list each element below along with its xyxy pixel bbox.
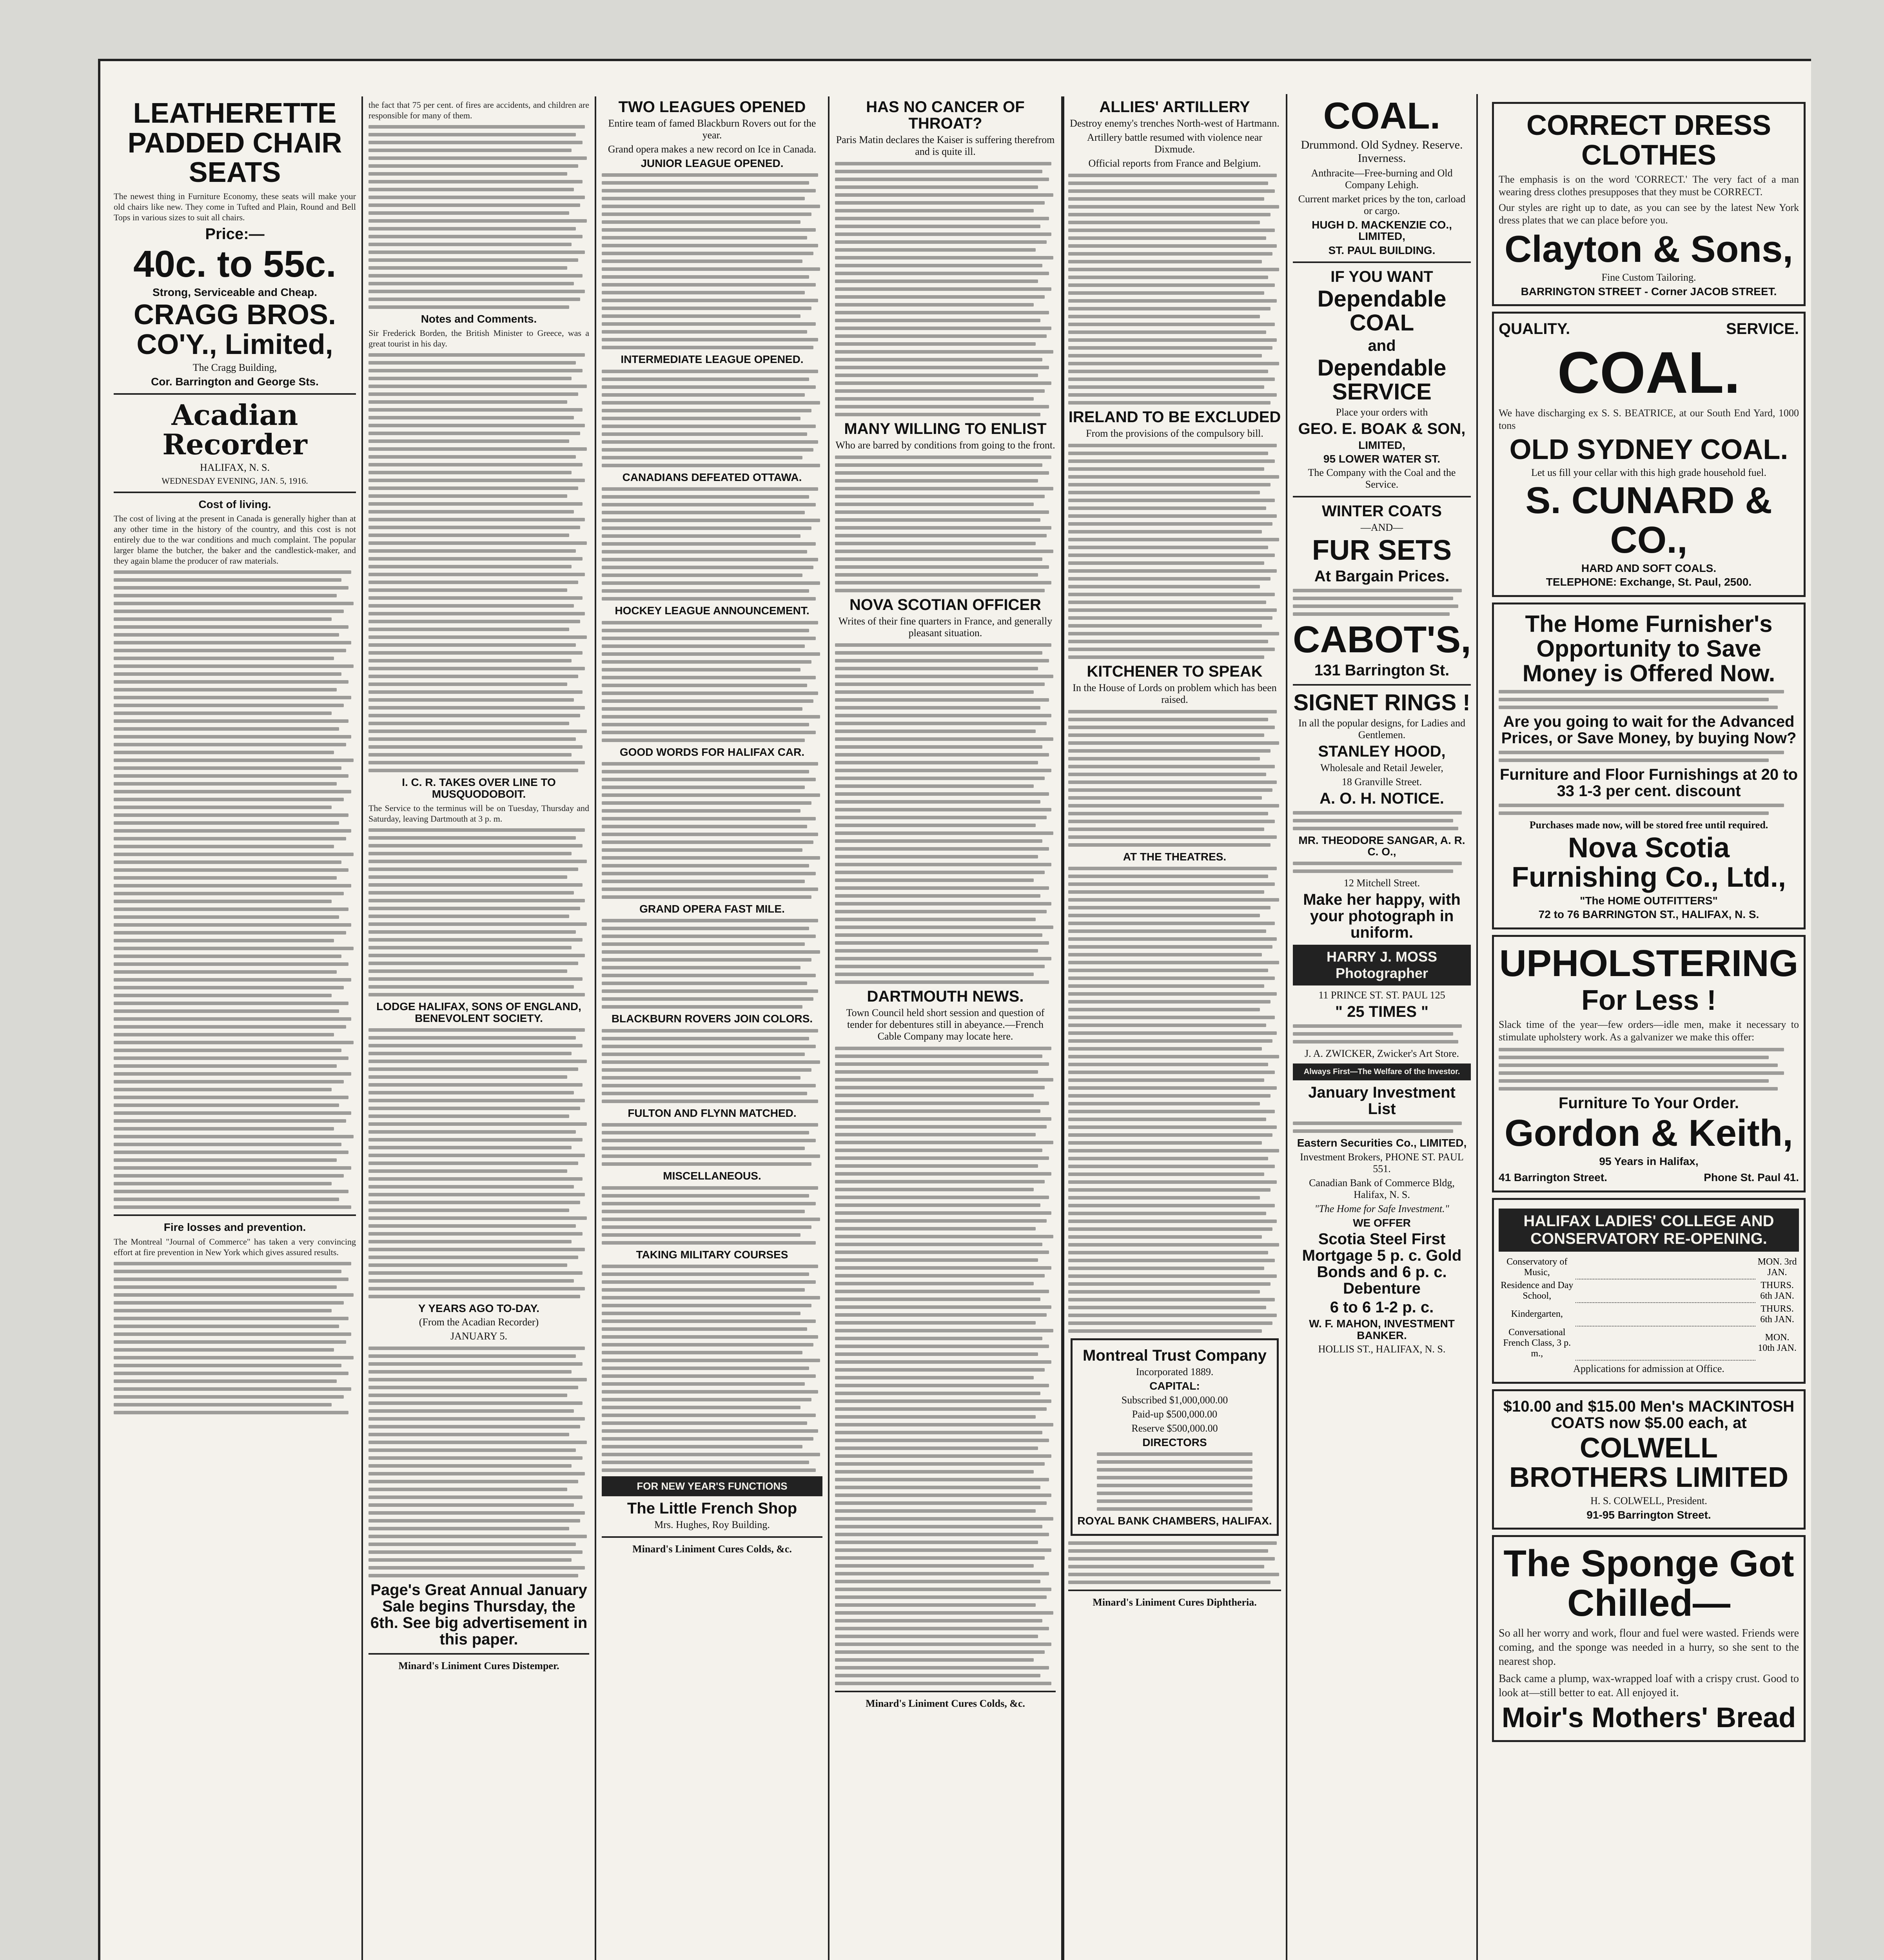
- eastern-name: Eastern Securities Co., LIMITED,: [1297, 1137, 1467, 1149]
- column-2: [363, 96, 596, 1960]
- divider: [602, 1536, 822, 1538]
- editorial-lead: The cost of living at the present in Canada is generally higher than at any other time in the history of the country, and this cost is not entirely due to the war conditions and much complaint. The popular larger blame the butcher, the baker and the candlestick-maker, and they again blame the producer of raw materials.: [114, 514, 356, 566]
- dress-body: The emphasis is on the word 'CORRECT.' The very fact of a man wearing dress clothes presupposes that they must be CORRECT.: [1499, 174, 1799, 198]
- coal-sub: Anthracite—Free-burning and Old Company Lehigh.: [1311, 167, 1453, 191]
- coal-big: COAL.: [1557, 339, 1741, 406]
- mahon-name: W. F. MAHON, INVESTMENT BANKER.: [1309, 1318, 1455, 1341]
- sponge-body: So all her worry and work, flour and fuel were wasted. Friends were coming, and the sponge was needed in a hurry, so she sent to the nearest shop.: [1499, 1627, 1799, 1668]
- kitchener-sub: In the House of Lords on problem which has been raised.: [1073, 682, 1277, 705]
- cunard-telephone: TELEPHONE: Exchange, St. Paul, 2500.: [1546, 576, 1752, 588]
- table-row: [1499, 1279, 1799, 1303]
- cabot-name: CABOT'S,: [1293, 618, 1471, 661]
- column-7: [1484, 96, 1811, 1960]
- old-sydney-sub: Let us fill your cellar with this high grade household fuel.: [1531, 467, 1767, 479]
- theatres-headline: AT THE THEATRES.: [1123, 851, 1227, 863]
- cancer-headline: HAS NO CANCER OF THROAT?: [866, 98, 1025, 132]
- ad-price: 40c. to 55c.: [133, 243, 336, 285]
- ireland-sub: From the provisions of the compulsory bill.: [1086, 428, 1263, 439]
- kitchener-headline: KITCHENER TO SPEAK: [1087, 663, 1263, 680]
- trust-chambers: ROYAL BANK CHAMBERS, HALIFAX.: [1077, 1515, 1272, 1527]
- dress-headline: CORRECT DRESS CLOTHES: [1526, 110, 1771, 171]
- upholstering-ad: [1492, 935, 1806, 1192]
- hockey-headline: HOCKEY LEAGUE ANNOUNCEMENT.: [615, 604, 810, 617]
- coal-services-column: [1286, 94, 1478, 1960]
- table-row: [1499, 1256, 1799, 1279]
- cancer-sub: Paris Matin declares the Kaiser is suffering therefrom and is quite ill.: [836, 134, 1055, 157]
- gordon-years: 95 Years in Halifax,: [1599, 1155, 1699, 1167]
- welfare-banner: Always First—The Welfare of the Investor.: [1293, 1063, 1471, 1080]
- military-headline: TAKING MILITARY COURSES: [636, 1248, 788, 1261]
- ad-firm-address: Cor. Barrington and George Sts.: [151, 376, 319, 388]
- years-date: JANUARY 5.: [450, 1330, 507, 1342]
- column-1: [108, 96, 363, 1960]
- fulton-headline: FULTON AND FLYNN MATCHED.: [628, 1107, 797, 1119]
- dependable-and: and: [1368, 337, 1396, 354]
- college-headline: HALIFAX LADIES' COLLEGE AND CONSERVATORY RE-OPENING.: [1499, 1209, 1799, 1252]
- ad-leatherette-title: LEATHERETTE PADDED CHAIR SEATS: [127, 98, 342, 189]
- hood-sub: Wholesale and Retail Jeweler,: [1320, 762, 1443, 773]
- notes-lead: Sir Frederick Borden, the British Minister to Greece, was a great tourist in his day.: [368, 328, 589, 349]
- col5-footer: Minard's Liniment Cures Diphtheria.: [1093, 1596, 1257, 1608]
- coal-note: Current market prices by the ton, carload or cargo.: [1298, 193, 1466, 216]
- boak-address: 95 LOWER WATER ST.: [1323, 452, 1441, 465]
- hood-address: 18 Granville Street.: [1341, 776, 1422, 788]
- moss-ad-head: Make her happy, with your photograph in uniform.: [1303, 891, 1461, 942]
- clayton-sub: Fine Custom Tailoring.: [1601, 271, 1696, 283]
- years-headline: Y YEARS AGO TO-DAY.: [418, 1302, 540, 1314]
- clayton-name: Clayton & Sons,: [1504, 228, 1793, 270]
- trust-name: Montreal Trust Company: [1083, 1347, 1267, 1365]
- ad-firm-building: The Cragg Building,: [192, 362, 277, 374]
- purchases-note: Purchases made now, will be stored free until required.: [1529, 819, 1768, 831]
- aoh-notice: A. O. H. NOTICE.: [1320, 789, 1444, 807]
- moss-name: HARRY J. MOSS Photographer: [1293, 945, 1471, 985]
- twenty-five-times: " 25 TIMES ": [1335, 1003, 1428, 1021]
- divider: [114, 393, 356, 395]
- winter-and: —AND—: [1360, 522, 1403, 534]
- colwell-name: COLWELL BROTHERS LIMITED: [1509, 1432, 1788, 1494]
- coal-list: Drummond. Old Sydney. Reserve. Inverness.: [1301, 138, 1463, 165]
- upholstering-body: Slack time of the year—few orders—idle men, make it necessary to stimulate upholstery work. As a galvanizer we make this offer:: [1499, 1019, 1799, 1043]
- willing-sub: Who are barred by conditions from going to the front.: [835, 439, 1055, 451]
- cunard-body: We have discharging ex S. S. BEATRICE, at our South End Yard, 1000 tons: [1499, 407, 1799, 431]
- sangar-name: MR. THEODORE SANGAR, A. R. C. O.,: [1298, 834, 1465, 858]
- cunard-sub: HARD AND SOFT COALS.: [1581, 562, 1717, 575]
- lodge-headline: LODGE HALIFAX, SONS OF ENGLAND, BENEVOLENT SOCIETY.: [376, 1000, 581, 1024]
- upholstering-headline: UPHOLSTERING: [1499, 942, 1799, 984]
- ireland-headline: IRELAND TO BE EXCLUDED: [1068, 408, 1281, 426]
- french-shop-address: Mrs. Hughes, Roy Building.: [654, 1519, 770, 1530]
- misc-headline: MISCELLANEOUS.: [663, 1170, 761, 1182]
- mackenzie-name: HUGH D. MACKENZIE CO., LIMITED,: [1312, 218, 1452, 243]
- gordon-phone: Phone St. Paul 41.: [1704, 1171, 1799, 1184]
- canadians-headline: CANADIANS DEFEATED OTTAWA.: [622, 471, 802, 483]
- fire-lead: The Montreal "Journal of Commerce" has taken a very convincing effort at fire prevention in New York which gives assured results.: [114, 1236, 356, 1257]
- ict-headline: I. C. R. TAKES OVER LINE TO MUSQUODOBOIT.: [402, 776, 556, 800]
- we-offer: WE OFFER: [1353, 1216, 1411, 1229]
- investment-list: January Investment List: [1308, 1084, 1456, 1118]
- ad-tagline: Strong, Serviceable and Cheap.: [152, 286, 318, 298]
- mackenzie-address: ST. PAUL BUILDING.: [1328, 244, 1436, 256]
- table-row: [1499, 1326, 1799, 1360]
- divider: [1293, 496, 1471, 497]
- boak-ltd: LIMITED,: [1358, 439, 1405, 451]
- moss-address: 11 PRINCE ST. ST. PAUL 125: [1318, 989, 1445, 1001]
- college-ad: [1492, 1198, 1806, 1384]
- signet-rings: SIGNET RINGS !: [1293, 690, 1470, 715]
- scotia-steel: Scotia Steel First Mortgage 5 p. c. Gold Bonds and 6 p. c. Debenture: [1302, 1230, 1462, 1298]
- hood-name: STANLEY HOOD,: [1318, 742, 1446, 760]
- trust-capital-label: CAPITAL:: [1149, 1380, 1200, 1392]
- dependable-orders: Place your orders with: [1336, 406, 1428, 418]
- home-question: Are you going to wait for the Advanced Prices, or Save Money, by buying Now?: [1501, 713, 1797, 747]
- correct-dress-ad: [1492, 102, 1806, 306]
- artillery-sub2: Artillery battle resumed with violence near Dixmude.: [1087, 132, 1262, 155]
- moir-bread-ad: [1492, 1535, 1806, 1742]
- leagues-sub: Entire team of famed Blackburn Rovers out for the year.: [608, 118, 816, 141]
- notes-headline: Notes and Comments.: [421, 313, 537, 325]
- gordon-name: Gordon & Keith,: [1505, 1112, 1793, 1154]
- divider: [1293, 684, 1471, 686]
- college-label: Residence and Day School,: [1501, 1280, 1574, 1301]
- cunard-coal-ad: [1492, 312, 1806, 597]
- trust-incorporated: Incorporated 1889.: [1136, 1366, 1214, 1378]
- scotia-yield: 6 to 6 1-2 p. c.: [1330, 1299, 1434, 1316]
- table-row: [1499, 1303, 1799, 1326]
- ad-price-label: Price:—: [205, 225, 265, 243]
- willing-headline: MANY WILLING TO ENLIST: [844, 420, 1047, 437]
- home-headline: The Home Furnisher's Opportunity to Save Money is Offered Now.: [1522, 610, 1775, 686]
- dateline: WEDNESDAY EVENING, JAN. 5, 1916.: [162, 475, 308, 486]
- colwell-address: 91-95 Barrington Street.: [1586, 1508, 1711, 1521]
- column-3: [596, 96, 829, 1960]
- col4-footer: Minard's Liniment Cures Colds, &c.: [866, 1698, 1025, 1709]
- artillery-sub3: Official reports from France and Belgium.: [1088, 158, 1261, 169]
- furniture-order: Furniture To Your Order.: [1558, 1094, 1739, 1112]
- dartmouth-headline: DARTMOUTH NEWS.: [867, 988, 1024, 1005]
- dependable-service: Dependable SERVICE: [1317, 355, 1447, 405]
- service-label: SERVICE.: [1726, 320, 1799, 338]
- column-5: [1063, 96, 1288, 1960]
- college-date: MON. 3rd JAN.: [1757, 1256, 1797, 1278]
- trust-directors: DIRECTORS: [1142, 1436, 1207, 1448]
- divider: [114, 492, 356, 493]
- newspaper-page: [98, 59, 1811, 1960]
- fire-headline: Fire losses and prevention.: [163, 1221, 306, 1234]
- boak-tagline: The Company with the Coal and the Service.: [1308, 467, 1456, 490]
- artillery-sub: Destroy enemy's trenches North-west of Hartmann.: [1070, 118, 1280, 129]
- divider: [114, 1214, 356, 1216]
- eastern-sub: Investment Brokers, PHONE ST. PAUL 551.: [1300, 1151, 1464, 1174]
- eastern-bank: Canadian Bank of Commerce Bldg, Halifax, N. S.: [1309, 1177, 1455, 1200]
- clayton-address: BARRINGTON STREET - Corner JACOB STREET.: [1521, 285, 1777, 298]
- colwell-president: H. S. COLWELL, President.: [1590, 1495, 1707, 1506]
- editorial-headline: Cost of living.: [198, 498, 271, 510]
- home-furnisher-ad: [1492, 603, 1806, 929]
- leagues-headline: TWO LEAGUES OPENED: [618, 98, 806, 116]
- old-sydney: OLD SYDNEY COAL.: [1509, 434, 1788, 465]
- masthead: Acadian Recorder: [162, 398, 307, 461]
- trust-reserve: Reserve $500,000.00: [1131, 1422, 1218, 1434]
- upholstering-sub: For Less !: [1581, 984, 1717, 1016]
- col3-footer: Minard's Liniment Cures Colds, &c.: [632, 1543, 792, 1555]
- dependable-head: IF YOU WANT: [1330, 268, 1433, 285]
- college-label: Kindergarten,: [1511, 1309, 1563, 1319]
- blackburn-headline: BLACKBURN ROVERS JOIN COLORS.: [611, 1013, 813, 1025]
- intermediate-headline: INTERMEDIATE LEAGUE OPENED.: [621, 353, 804, 366]
- home-discount: Furniture and Floor Furnishings at 20 to 33 1-3 per cent. discount: [1499, 766, 1798, 800]
- divider: [835, 1691, 1056, 1692]
- colwell-ad: [1492, 1389, 1806, 1530]
- col2-lead: the fact that 75 per cent. of fires are accidents, and children are responsible for many of them.: [368, 100, 589, 120]
- sangar-address: 12 Mitchell Street.: [1343, 877, 1420, 889]
- college-date: THURS. 6th JAN.: [1760, 1303, 1794, 1325]
- good-words-headline: GOOD WORDS FOR HALIFAX CAR.: [619, 746, 805, 758]
- coal-headline: COAL.: [1323, 95, 1441, 137]
- artillery-headline: ALLIES' ARTILLERY: [1099, 98, 1250, 116]
- nova-sub: "The HOME OUTFITTERS": [1580, 895, 1718, 907]
- college-footer: Applications for admission at Office.: [1573, 1363, 1724, 1374]
- dress-body-2: Our styles are right up to date, as you can see by the latest New York dress plates that we can place before you.: [1499, 202, 1799, 226]
- leagues-sub2: Grand opera makes a new record on Ice in Canada.: [608, 143, 817, 155]
- nova-name: Nova Scotia Furnishing Co., Ltd.,: [1512, 832, 1786, 893]
- winter-coats: WINTER COATS: [1322, 503, 1442, 520]
- sponge-headline: The Sponge Got Chilled—: [1503, 1543, 1794, 1624]
- column-6: [1063, 96, 1064, 1960]
- college-date: THURS. 6th JAN.: [1760, 1280, 1794, 1301]
- bargain-prices: At Bargain Prices.: [1314, 567, 1450, 585]
- divider: [1068, 1590, 1281, 1591]
- moir-name: Moir's Mothers' Bread: [1501, 1702, 1796, 1733]
- officer-headline: NOVA SCOTIAN OFFICER: [849, 596, 1041, 613]
- officer-sub: Writes of their fine quarters in France, and generally pleasant situation.: [838, 615, 1053, 639]
- signet-sub: In all the popular designs, for Ladies and Gentlemen.: [1298, 717, 1465, 740]
- ad-firm-name: CRAGG BROS. CO'Y., Limited,: [133, 299, 336, 360]
- french-shop-name: The Little French Shop: [627, 1499, 797, 1517]
- masthead-place: HALIFAX, N. S.: [200, 461, 270, 473]
- junior-headline: JUNIOR LEAGUE OPENED.: [641, 157, 784, 169]
- college-label: Conversational French Class, 3 p. m.,: [1503, 1327, 1571, 1359]
- trust-paid-up: Paid-up $500,000.00: [1132, 1408, 1218, 1420]
- gordon-address: 41 Barrington Street.: [1499, 1171, 1607, 1184]
- divider: [368, 1653, 589, 1655]
- nova-address: 72 to 76 BARRINGTON ST., HALIFAX, N. S.: [1538, 908, 1759, 921]
- trust-subscribed: Subscribed $1,000,000.00: [1121, 1394, 1228, 1406]
- sale-ad: Page's Great Annual January Sale begins Thursday, the 6th. See big advertisement in this paper.: [370, 1581, 588, 1648]
- college-date: MON. 10th JAN.: [1758, 1332, 1797, 1354]
- cunard-name: S. CUNARD & CO.,: [1525, 479, 1772, 561]
- col2-footer: Minard's Liniment Cures Distemper.: [398, 1660, 559, 1672]
- opera-headline: GRAND OPERA FAST MILE.: [639, 902, 785, 915]
- mackintosh-headline: $10.00 and $15.00 Men's MACKINTOSH COATS now $5.00 each, at: [1503, 1397, 1795, 1432]
- college-table: [1499, 1256, 1799, 1361]
- boak-name: GEO. E. BOAK & SON,: [1298, 420, 1466, 437]
- cabot-address: 131 Barrington St.: [1314, 661, 1450, 679]
- montreal-trust-ad: [1071, 1338, 1279, 1535]
- zwicker: J. A. ZWICKER, Zwicker's Art Store.: [1305, 1048, 1459, 1060]
- ict-lead: The Service to the terminus will be on Tuesday, Thursday and Saturday, leaving Dartmouth at 3 p. m.: [368, 803, 589, 824]
- column-4: [829, 96, 1063, 1960]
- divider: [1293, 261, 1471, 263]
- safe-investment: "The Home for Safe Investment.": [1314, 1203, 1449, 1214]
- quality-label: QUALITY.: [1499, 320, 1570, 338]
- dartmouth-sub: Town Council held short session and question of tender for debentures still in abeyance.—French Cable Company may locate here.: [846, 1007, 1045, 1042]
- mahon-address: HOLLIS ST., HALIFAX, N. S.: [1318, 1343, 1446, 1355]
- dependable-coal: Dependable COAL: [1317, 286, 1447, 336]
- ad-leatherette-body: The newest thing in Furniture Economy, these seats will make your old chairs like new. They come in Tufted and Plain, Round and Bell Tops in various sizes to suit all chairs.: [114, 191, 356, 222]
- new-year-banner: FOR NEW YEAR'S FUNCTIONS: [602, 1476, 822, 1496]
- shoe-illustration-icon: [1063, 103, 1064, 190]
- fur-sets: FUR SETS: [1312, 535, 1452, 566]
- years-sub: (From the Acadian Recorder): [419, 1316, 539, 1328]
- college-label: Conservatory of Music,: [1506, 1256, 1568, 1278]
- sponge-body-2: Back came a plump, wax-wrapped loaf with a crispy crust. Good to look at—still better to eat. All enjoyed it.: [1499, 1672, 1799, 1699]
